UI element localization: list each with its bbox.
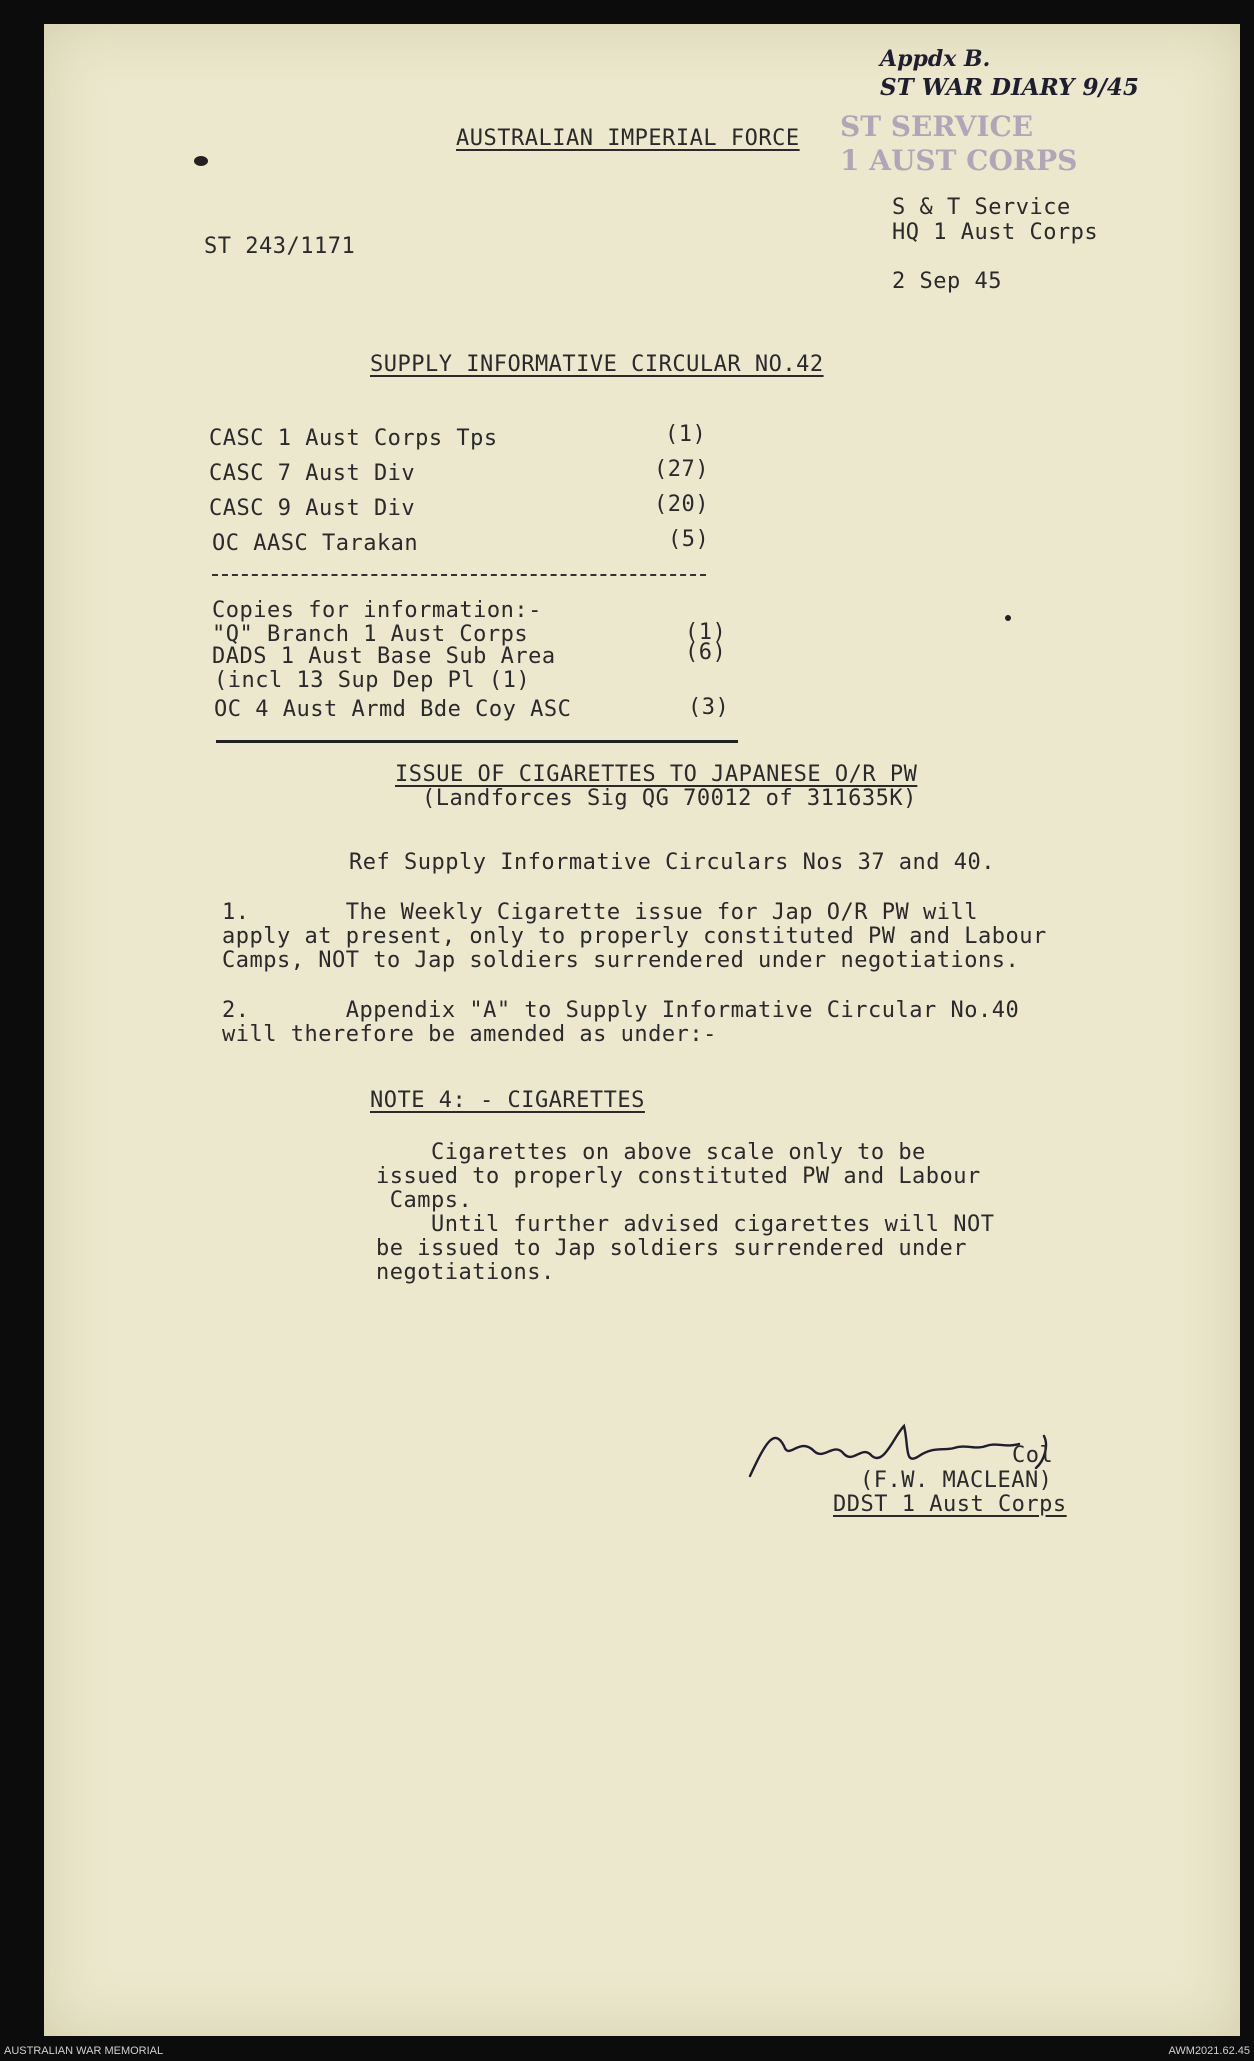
distribution-copies-4: (5) [668,527,710,552]
note-line5: be issued to Jap soldiers surrendered under [376,1236,968,1261]
reference-number: ST 243/1171 [204,234,356,259]
ink-dot [1005,615,1011,621]
info-copies-heading: Copies for information:- [212,598,542,623]
note-line4: Until further advised cigarettes will NOT [376,1212,995,1237]
para1-line3: Camps, NOT to Jap soldiers surrendered under negotiations. [222,948,1020,973]
header-title: AUSTRALIAN IMPERIAL FORCE [456,126,800,151]
stamp-line2: 1 AUST CORPS [840,144,1078,177]
distribution-copies-3: (20) [654,492,709,517]
distribution-label-3: CASC 9 Aust Div [209,496,416,521]
info-label-3: (incl 13 Sup Dep Pl (1) [214,668,531,693]
subject-title: ISSUE OF CIGARETTES TO JAPANESE O/R PW [395,762,918,787]
signature-name: (F.W. MACLEAN) [860,1468,1053,1493]
dashed-separator [212,574,706,576]
info-copies-2: (6) [685,640,727,665]
info-copies-4: (3) [688,695,730,720]
signature-rank: Col [1012,1443,1054,1468]
annotation-line2: ST WAR DIARY 9/45 [880,74,1139,101]
para2-line1: 2. Appendix "A" to Supply Informative Circular No.40 [222,998,1020,1023]
footer-left: AUSTRALIAN WAR MEMORIAL [4,2045,164,2057]
note-line6: negotiations. [376,1260,555,1285]
unit-line1: S & T Service [892,195,1071,220]
subject-subtitle: (Landforces Sig QG 70012 of 311635K) [422,786,917,811]
para2-line2: will therefore be amended as under:- [222,1022,717,1047]
document-date: 2 Sep 45 [892,269,1002,294]
note-line3: Camps. [376,1188,473,1213]
info-label-1: "Q" Branch 1 Aust Corps [212,622,529,647]
footer-right: AWM2021.62.45 [1168,2045,1250,2057]
annotation-line1: Appdx B. [880,46,991,72]
distribution-copies-1: (1) [665,422,707,447]
unit-line2: HQ 1 Aust Corps [892,220,1099,245]
note-heading: NOTE 4: - CIGARETTES [370,1088,645,1113]
distribution-label-4: OC AASC Tarakan [212,531,419,556]
solid-separator [216,740,738,743]
stamp-line1: ST SERVICE [840,110,1034,143]
distribution-copies-2: (27) [654,457,709,482]
distribution-label-2: CASC 7 Aust Div [209,461,416,486]
ink-mark [194,156,208,166]
reference-line: Ref Supply Informative Circulars Nos 37 and 40. [349,850,996,875]
note-line1: Cigarettes on above scale only to be [376,1140,926,1165]
info-copies-1: (1) [685,620,727,645]
signature-title: DDST 1 Aust Corps [833,1492,1067,1517]
distribution-label-1: CASC 1 Aust Corps Tps [209,426,498,451]
circular-title: SUPPLY INFORMATIVE CIRCULAR NO.42 [370,352,824,377]
note-line2: issued to properly constituted PW and Labour [376,1164,981,1189]
document-page [44,24,1240,2036]
info-label-2: DADS 1 Aust Base Sub Area [212,644,556,669]
para1-line2: apply at present, only to properly constituted PW and Labour [222,924,1047,949]
para1-line1: 1. The Weekly Cigarette issue for Jap O/R PW will [222,900,978,925]
info-label-4: OC 4 Aust Armd Bde Coy ASC [214,697,572,722]
